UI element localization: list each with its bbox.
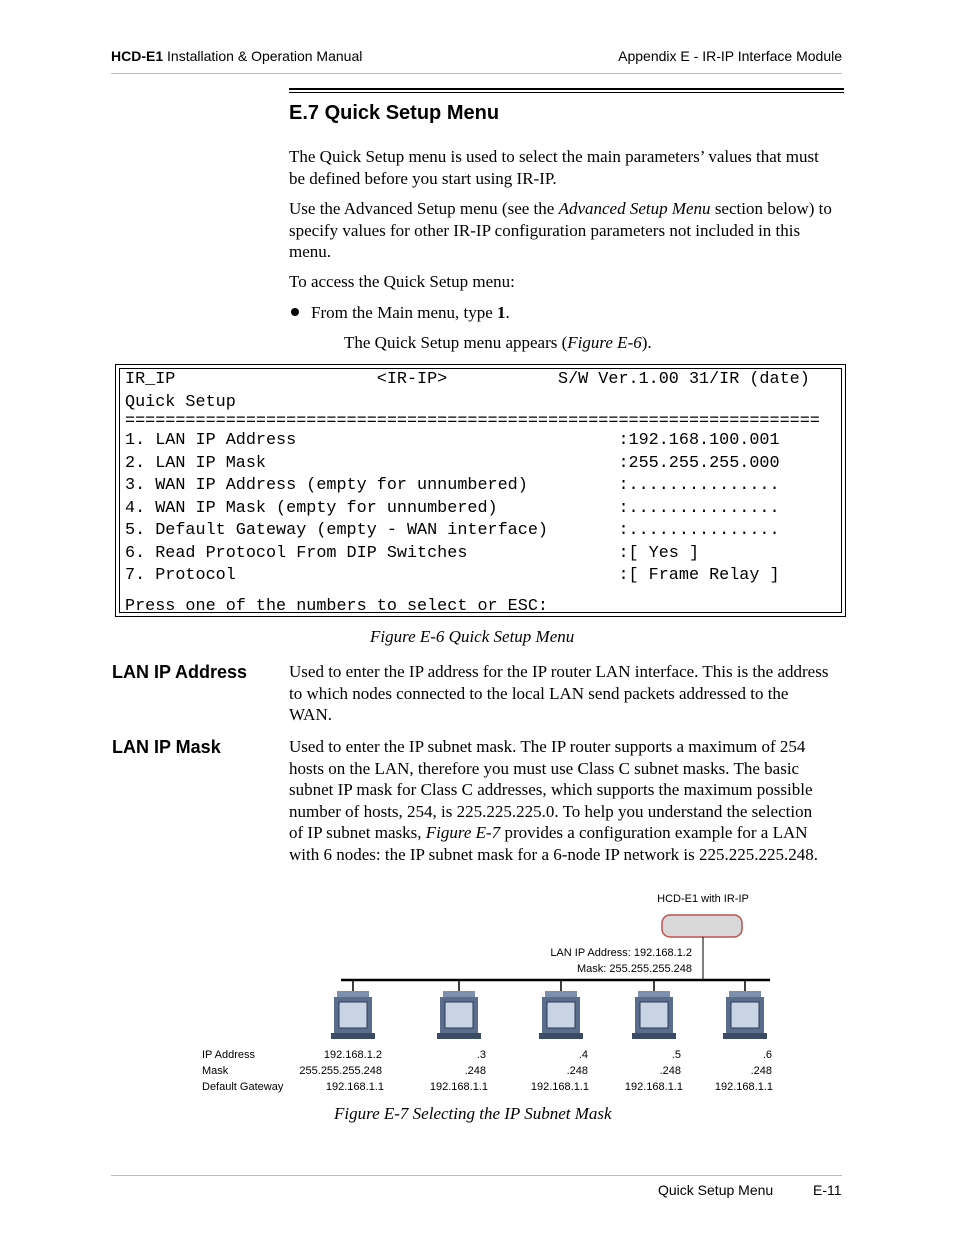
computer-icon: [632, 991, 676, 1039]
host-gateway: 192.168.1.1: [714, 1081, 773, 1093]
menu-appears-text: The Quick Setup menu appears (Figure E-6).: [344, 333, 652, 352]
figure-e7-caption: Figure E-7 Selecting the IP Subnet Mask: [334, 1104, 612, 1123]
row-label-mask: Mask: [202, 1065, 229, 1077]
advanced-setup-paragraph: Use the Advanced Setup menu (see the Advanced Setup Menu section below) to specify values for other IR-IP configuration parameters not included in this menu.: [289, 199, 832, 261]
menu-option[interactable]: 1. LAN IP Address :192.168.100.001: [125, 431, 780, 450]
figure-e6-caption: Figure E-6 Quick Setup Menu: [370, 627, 575, 646]
host-ip: .3: [476, 1049, 486, 1061]
bullet-item: From the Main menu, type 1.: [311, 303, 510, 322]
row-label-ip: IP Address: [202, 1049, 255, 1061]
host-mask: .248: [566, 1065, 588, 1077]
host-mask: .248: [750, 1065, 772, 1077]
quick-setup-terminal: [115, 364, 846, 617]
lan-address-label: LAN IP Address: 192.168.1.2: [550, 947, 692, 959]
host-gateway: 192.168.1.1: [325, 1081, 384, 1093]
lan-ip-mask-heading: LAN IP Mask: [112, 737, 221, 757]
running-header-appendix: Appendix E - IR-IP Interface Module: [618, 48, 842, 64]
footer-rule: [111, 1175, 842, 1176]
host-gateway: 192.168.1.1: [624, 1081, 683, 1093]
lan-ip-address-text: Used to enter the IP address for the IP router LAN interface. This is the address to which nodes connected to the local LAN send packets addressed to the WAN.: [289, 662, 829, 724]
mask-label: Mask: 255.255.255.248: [577, 963, 692, 975]
computer-icon: [723, 991, 767, 1039]
computer-icon: [331, 991, 375, 1039]
host-ip: .4: [578, 1049, 588, 1061]
bullet-icon: [291, 308, 299, 316]
menu-option[interactable]: 7. Protocol :[ Frame Relay ]: [125, 566, 780, 585]
host-ip: .5: [671, 1049, 681, 1061]
host-ip: 192.168.1.2: [323, 1049, 382, 1061]
host-gateway: 192.168.1.1: [530, 1081, 589, 1093]
access-paragraph: To access the Quick Setup menu:: [289, 272, 515, 291]
router-device-icon: [662, 915, 742, 937]
host-mask: 255.255.255.248: [299, 1065, 382, 1077]
host-mask: .248: [659, 1065, 681, 1077]
device-label: HCD-E1 with IR-IP: [657, 893, 749, 905]
terminal-line: Quick Setup: [125, 393, 236, 412]
title-rule-thick: [289, 88, 844, 90]
host-ip: .6: [762, 1049, 772, 1061]
header-rule: [111, 73, 842, 74]
menu-option[interactable]: 2. LAN IP Mask :255.255.255.000: [125, 454, 780, 473]
subnet-diagram: [195, 885, 785, 1100]
intro-paragraph: The Quick Setup menu is used to select the main parameters’ values that must be defined before you start using IR-IP.: [289, 147, 819, 188]
menu-option[interactable]: 3. WAN IP Address (empty for unnumbered) :...............: [125, 476, 780, 495]
terminal-line: IR_IP <IR-IP> S/W Ver.1.00 31/IR (date): [125, 370, 810, 389]
terminal-separator: =====================================================================: [125, 412, 820, 431]
computer-icon: [539, 991, 583, 1039]
host-gateway: 192.168.1.1: [429, 1081, 488, 1093]
row-label-gateway: Default Gateway: [202, 1081, 284, 1093]
running-header-title: HCD-E1 Installation & Operation Manual: [111, 48, 363, 64]
footer-section: Quick Setup Menu: [658, 1182, 774, 1198]
host-mask: .248: [464, 1065, 486, 1077]
menu-option[interactable]: 5. Default Gateway (empty - WAN interface) :...............: [125, 521, 780, 540]
lan-ip-address-heading: LAN IP Address: [112, 662, 248, 682]
lan-ip-mask-text: Used to enter the IP subnet mask. The IP router supports a maximum of 254 hosts on the LAN, therefore you must use Class C subnet masks. The basic subnet IP mask for Class C addresses, which supports the maximum possible number of hosts, 254, is 225.225.225.0. To help you understand the selection of IP subnet masks, Figure E-7 provides a configuration example for a LAN with 6 nodes: the IP subnet mask for a 6-node IP network is 225.225.225.248.: [289, 737, 818, 864]
menu-option[interactable]: 6. Read Protocol From DIP Switches :[ Yes ]: [125, 544, 700, 563]
section-title: E.7 Quick Setup Menu: [289, 102, 500, 124]
terminal-prompt: Press one of the numbers to select or ESC:: [125, 597, 548, 616]
page-number: E-11: [813, 1182, 842, 1198]
menu-option[interactable]: 4. WAN IP Mask (empty for unnumbered) :...............: [125, 499, 780, 518]
computer-icon: [437, 991, 481, 1039]
terminal-frame: [119, 368, 842, 616]
title-rule-thin: [289, 92, 844, 93]
